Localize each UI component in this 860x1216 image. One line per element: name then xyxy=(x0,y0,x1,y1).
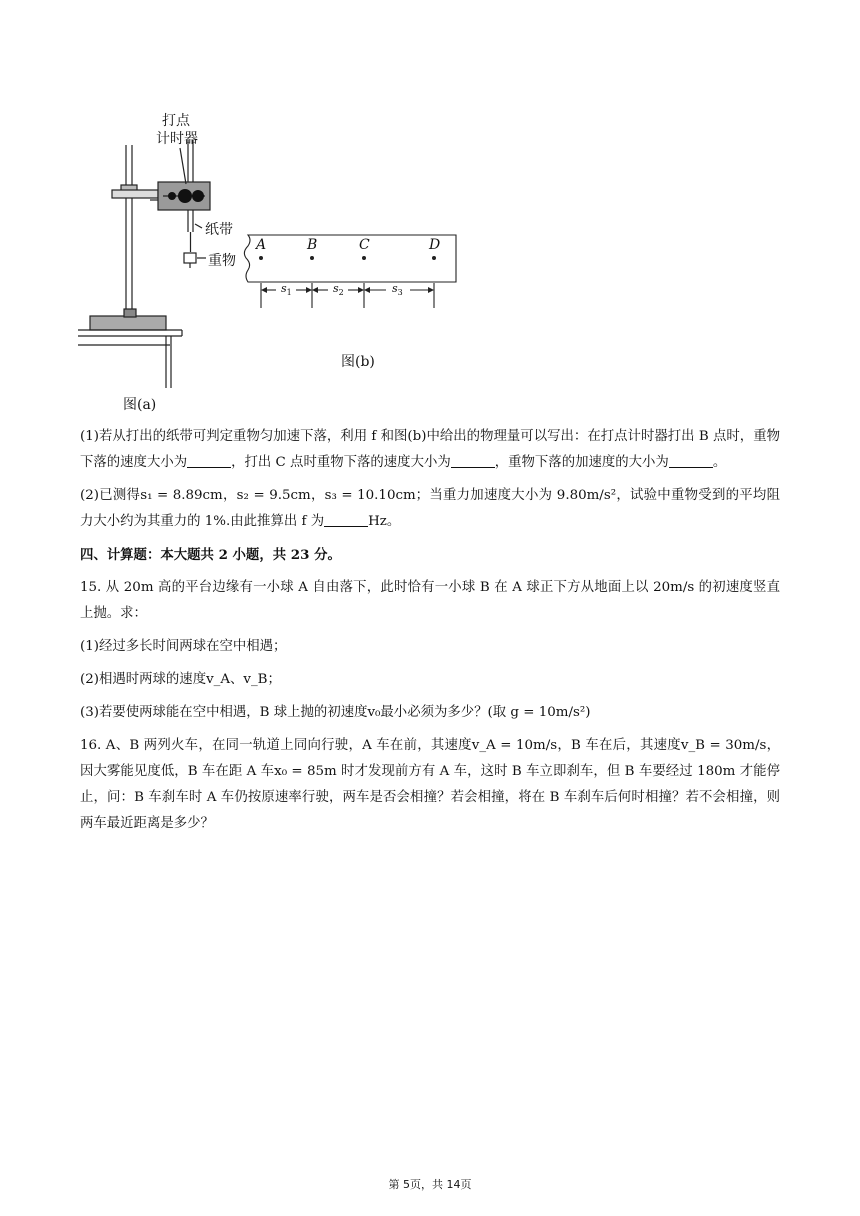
question-14-part-2: (2)已测得s₁ = 8.89cm，s₂ = 9.5cm，s₃ = 10.10cm；当重力加速度大小为 9.80m/s²，试验中重物受到的平均阻力大小约为其重力的 1%.由此推算出 f 为 Hz。 xyxy=(80,488,780,529)
question-16: 16. A、B 两列火车，在同一轨道上同向行驶，A 车在前，其速度v_A = 10m/s，B 车在后，其速度v_B = 30m/s，因大雾能见度低，B 车在距 A 车x₀ = 85m 时才发现前方有 A 车，这时 B 车立即刹车，但 B 车要经过 180m 才能停止，问：B 车刹车时 A 车仍按原速率行驶，两车是否会相撞？若会相撞，将在 B 车刹车后何时相撞？若不会相撞，则两车最近距离是多少？ xyxy=(80,738,780,831)
point-a-label: A xyxy=(256,237,267,253)
answer-blank xyxy=(451,452,495,468)
tape-label: 纸带 xyxy=(205,222,233,238)
page-footer: 第 5页，共 14页 xyxy=(388,1178,472,1191)
weight-label: 重物 xyxy=(208,253,236,269)
point-c-label: C xyxy=(359,237,370,253)
segment-s1-label: $s_1$ xyxy=(281,282,292,298)
point-b-label: B xyxy=(307,237,318,253)
timer-label-line2: 计时器 xyxy=(156,131,198,147)
experiment-figure xyxy=(0,0,860,420)
segment-s3-label: $s_3$ xyxy=(392,282,403,298)
caption-figure-b: 图(b) xyxy=(341,354,375,370)
section-heading: 四、计算题：本大题共 2 小题，共 23 分。 xyxy=(80,547,341,563)
segment-s2-label: $s_2$ xyxy=(333,282,344,298)
question-15-part-1: (1)经过多长时间两球在空中相遇； xyxy=(80,639,287,654)
question-14-part-1: (1)若从打出的纸带可判定重物匀加速下落，利用 f 和图(b)中给出的物理量可以写出：在打点计时器打出 B 点时，重物下落的速度大小为 ，打出 C 点时重物下落的速度大小为 ，重物下落的加速度的大小为 。 xyxy=(80,429,780,470)
apparatus-drawing xyxy=(0,0,860,420)
question-text xyxy=(80,424,780,844)
question-15-part-3: (3)若要使两球能在空中相遇，B 球上抛的初速度v₀最小必须为多少？(取 g = 10m/s²) xyxy=(80,705,591,720)
point-d-label: D xyxy=(429,237,441,253)
question-15-part-2: (2)相遇时两球的速度v_A、v_B； xyxy=(80,672,281,687)
timer-label-line1: 打点 xyxy=(162,113,190,129)
caption-figure-a: 图(a) xyxy=(123,397,157,413)
answer-blank xyxy=(324,511,368,527)
question-15: 15. 从 20m 高的平台边缘有一小球 A 自由落下，此时恰有一小球 B 在 A 球正下方从地面上以 20m/s 的初速度竖直上抛。求： xyxy=(80,580,780,621)
answer-blank xyxy=(669,452,713,468)
answer-blank xyxy=(187,452,231,468)
